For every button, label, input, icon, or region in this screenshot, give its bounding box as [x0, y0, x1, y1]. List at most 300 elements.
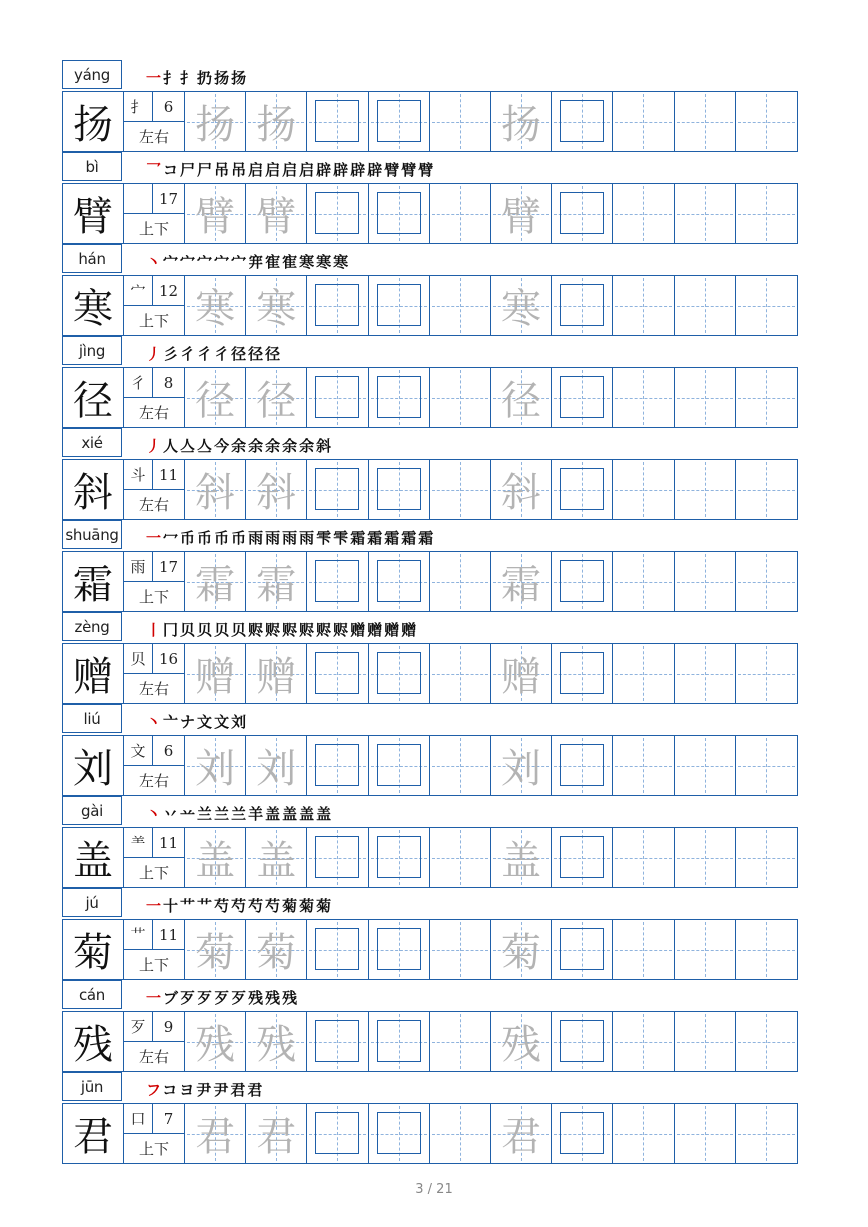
writing-cell[interactable] — [675, 736, 736, 795]
stroke-step: 丨 — [146, 621, 164, 639]
practice-box — [560, 744, 604, 786]
trace-character: 扬 — [256, 102, 297, 148]
stroke-step: 霜 — [350, 529, 368, 547]
radical: ⺷ — [124, 828, 153, 858]
trace-character: 盖 — [195, 838, 236, 884]
writing-cell[interactable] — [246, 1012, 307, 1071]
stroke-step: 菊 — [282, 897, 300, 915]
writing-cell[interactable] — [552, 828, 613, 887]
writing-cell[interactable] — [430, 184, 491, 243]
writing-cell[interactable] — [430, 1012, 491, 1071]
writing-cell[interactable] — [613, 276, 674, 335]
stroke-step: 臂 — [384, 161, 402, 179]
practice-box — [315, 100, 359, 142]
stroke-step: 艹 — [180, 897, 198, 915]
writing-cell[interactable] — [307, 736, 368, 795]
writing-cell[interactable] — [185, 644, 246, 703]
practice-box — [560, 376, 604, 418]
practice-box — [315, 284, 359, 326]
writing-cell[interactable] — [491, 184, 552, 243]
writing-cell[interactable] — [246, 1104, 307, 1163]
writing-cell[interactable] — [491, 92, 552, 151]
writing-cell[interactable] — [675, 920, 736, 979]
character-entry — [62, 1072, 798, 1164]
stroke-step: 乛 — [146, 161, 164, 179]
writing-cell[interactable] — [552, 920, 613, 979]
practice-grid-row — [62, 735, 798, 796]
writing-cell[interactable] — [491, 368, 552, 427]
stroke-step: 尹 — [213, 1081, 231, 1099]
writing-cell[interactable] — [369, 920, 430, 979]
writing-cell[interactable] — [369, 736, 430, 795]
writing-cell[interactable] — [491, 276, 552, 335]
stroke-count: 16 — [153, 644, 184, 674]
main-character: 刘 — [63, 736, 124, 795]
writing-cell[interactable] — [185, 828, 246, 887]
main-character: 盖 — [63, 828, 124, 887]
stroke-step: ナ — [180, 713, 198, 731]
stroke-step: 赆 — [333, 621, 351, 639]
writing-cell[interactable] — [246, 644, 307, 703]
stroke-step: 羊 — [248, 805, 266, 823]
writing-cell[interactable] — [430, 920, 491, 979]
stroke-step: 扌 — [163, 69, 181, 87]
stroke-step: 余 — [299, 437, 317, 455]
writing-cell[interactable] — [491, 552, 552, 611]
writing-cell[interactable] — [613, 736, 674, 795]
trace-character: 赠 — [195, 654, 236, 700]
writing-cell[interactable] — [552, 368, 613, 427]
writing-cell[interactable] — [307, 644, 368, 703]
writing-cell[interactable] — [552, 1012, 613, 1071]
stroke-step: 斜 — [316, 437, 334, 455]
writing-cell[interactable] — [369, 276, 430, 335]
writing-cell[interactable] — [369, 1012, 430, 1071]
writing-cell[interactable] — [430, 276, 491, 335]
writing-cell[interactable] — [675, 92, 736, 151]
writing-cell[interactable] — [675, 1012, 736, 1071]
character-info — [124, 460, 185, 519]
writing-cell[interactable] — [246, 920, 307, 979]
writing-cell[interactable] — [736, 368, 797, 427]
writing-cell[interactable] — [552, 92, 613, 151]
stroke-step: 彳 — [214, 345, 232, 363]
stroke-count: 17 — [153, 184, 184, 214]
stroke-step: 芍 — [248, 897, 266, 915]
writing-cell[interactable] — [736, 828, 797, 887]
character-info — [124, 552, 185, 611]
structure-label: 上下 — [138, 312, 169, 330]
writing-cell[interactable] — [246, 276, 307, 335]
structure-label: 左右 — [138, 1048, 169, 1066]
writing-cell[interactable] — [246, 184, 307, 243]
character-entry — [62, 796, 798, 888]
character-entry — [62, 888, 798, 980]
writing-cell[interactable] — [552, 276, 613, 335]
character-info — [124, 276, 185, 335]
writing-cell[interactable] — [613, 1104, 674, 1163]
stroke-order-sequence — [146, 251, 350, 273]
writing-cell[interactable] — [613, 644, 674, 703]
writing-cell[interactable] — [736, 460, 797, 519]
writing-cell[interactable] — [675, 460, 736, 519]
stroke-count: 7 — [153, 1104, 184, 1134]
stroke-step: 尹 — [196, 1081, 214, 1099]
writing-cell[interactable] — [430, 552, 491, 611]
stroke-step: 霜 — [418, 529, 436, 547]
structure-label: 上下 — [138, 864, 169, 882]
stroke-step: 冂 — [163, 621, 181, 639]
pinyin-row — [62, 1072, 798, 1102]
stroke-step: 文 — [197, 713, 215, 731]
stroke-step: 丷 — [163, 805, 181, 823]
stroke-step: 彳 — [197, 345, 215, 363]
writing-cell[interactable] — [369, 644, 430, 703]
structure-label: 左右 — [138, 496, 169, 514]
practice-grid-row — [62, 459, 798, 520]
writing-cell[interactable] — [430, 644, 491, 703]
practice-grid-row — [62, 275, 798, 336]
writing-cell[interactable] — [246, 552, 307, 611]
writing-cell[interactable] — [185, 1104, 246, 1163]
stroke-step: 启 — [265, 161, 283, 179]
stroke-step: コ — [163, 161, 181, 179]
writing-cell[interactable] — [736, 920, 797, 979]
practice-box — [377, 560, 421, 602]
writing-cell[interactable] — [491, 1012, 552, 1071]
pinyin-label: zèng — [62, 612, 122, 641]
character-entry — [62, 980, 798, 1072]
stroke-step: 贝 — [214, 621, 232, 639]
writing-cell[interactable] — [185, 552, 246, 611]
writing-cell[interactable] — [736, 184, 797, 243]
practice-box — [377, 376, 421, 418]
stroke-step: 艹 — [197, 897, 215, 915]
stroke-step: 贝 — [197, 621, 215, 639]
writing-cell[interactable] — [430, 460, 491, 519]
writing-cell[interactable] — [491, 644, 552, 703]
writing-cell[interactable] — [307, 368, 368, 427]
practice-box — [315, 468, 359, 510]
practice-grid-row — [62, 551, 798, 612]
writing-cell[interactable] — [491, 828, 552, 887]
writing-cell[interactable] — [552, 736, 613, 795]
stroke-step: 币 — [214, 529, 232, 547]
writing-cell[interactable] — [675, 184, 736, 243]
writing-cell[interactable] — [552, 1104, 613, 1163]
stroke-step: 贝 — [180, 621, 198, 639]
character-info — [124, 184, 185, 243]
trace-character: 残 — [195, 1022, 236, 1068]
stroke-step: 残 — [248, 989, 266, 1007]
trace-character: 臂 — [256, 194, 297, 240]
trace-character: 臂 — [195, 194, 236, 240]
radical: 艹 — [124, 920, 153, 950]
structure-label: 左右 — [138, 772, 169, 790]
stroke-step: 䒑 — [180, 805, 198, 823]
writing-cell[interactable] — [613, 92, 674, 151]
structure-label: 上下 — [138, 1140, 169, 1158]
writing-cell[interactable] — [613, 828, 674, 887]
stroke-step: 赆 — [248, 621, 266, 639]
practice-box — [315, 376, 359, 418]
writing-cell[interactable] — [307, 1104, 368, 1163]
character-entry — [62, 244, 798, 336]
stroke-step: 一 — [146, 69, 164, 87]
writing-cell[interactable] — [675, 276, 736, 335]
stroke-order-sequence — [146, 895, 333, 917]
writing-cell[interactable] — [369, 184, 430, 243]
writing-cell[interactable] — [491, 736, 552, 795]
stroke-step: 盖 — [299, 805, 317, 823]
writing-cell[interactable] — [430, 368, 491, 427]
writing-cell[interactable] — [736, 1012, 797, 1071]
writing-cell[interactable] — [613, 184, 674, 243]
writing-cell[interactable] — [736, 1104, 797, 1163]
character-entry — [62, 612, 798, 704]
pinyin-row — [62, 60, 798, 90]
writing-cell[interactable] — [307, 92, 368, 151]
stroke-step: 雨 — [265, 529, 283, 547]
writing-cell[interactable] — [736, 552, 797, 611]
radical: 雨 — [124, 552, 153, 582]
trace-character: 赠 — [501, 654, 542, 700]
structure-label: 上下 — [138, 956, 169, 974]
stroke-order-sequence — [146, 619, 418, 641]
writing-cell[interactable] — [307, 184, 368, 243]
practice-grid-row — [62, 1011, 798, 1072]
stroke-order-sequence — [146, 711, 248, 733]
character-info — [124, 368, 185, 427]
practice-grid-row — [62, 367, 798, 428]
trace-character: 菊 — [256, 930, 297, 976]
practice-box — [560, 100, 604, 142]
stroke-step: 币 — [231, 529, 249, 547]
writing-cell[interactable] — [369, 552, 430, 611]
writing-cell[interactable] — [552, 552, 613, 611]
practice-box — [315, 1112, 359, 1154]
main-character: 斜 — [63, 460, 124, 519]
stroke-count: 11 — [153, 460, 184, 490]
writing-cell[interactable] — [736, 92, 797, 151]
structure-label: 左右 — [138, 680, 169, 698]
practice-grid-row — [62, 183, 798, 244]
writing-cell[interactable] — [491, 1104, 552, 1163]
character-info — [124, 828, 185, 887]
trace-character: 刘 — [501, 746, 542, 792]
stroke-step: 菊 — [299, 897, 317, 915]
practice-box — [560, 836, 604, 878]
stroke-step: 尸 — [180, 161, 198, 179]
stroke-step: 余 — [282, 437, 300, 455]
writing-cell[interactable] — [369, 92, 430, 151]
writing-cell[interactable] — [491, 920, 552, 979]
practice-grid-row — [62, 919, 798, 980]
writing-cell[interactable] — [430, 736, 491, 795]
stroke-step: 辟 — [367, 161, 385, 179]
trace-character: 扬 — [195, 102, 236, 148]
stroke-step: 辟 — [350, 161, 368, 179]
writing-cell[interactable] — [307, 1012, 368, 1071]
practice-box — [560, 468, 604, 510]
stroke-step: 宀 — [180, 253, 198, 271]
practice-grid-row — [62, 643, 798, 704]
writing-cell[interactable] — [613, 1012, 674, 1071]
stroke-step: 亼 — [180, 437, 198, 455]
writing-cell[interactable] — [185, 920, 246, 979]
stroke-step: 赠 — [350, 621, 368, 639]
stroke-count: 6 — [153, 736, 184, 766]
stroke-step: 雨 — [282, 529, 300, 547]
main-character: 君 — [63, 1104, 124, 1163]
main-character: 扬 — [63, 92, 124, 151]
writing-cell[interactable] — [185, 1012, 246, 1071]
stroke-step: 亠 — [163, 713, 181, 731]
character-entry — [62, 704, 798, 796]
radical: 彳 — [124, 368, 153, 398]
practice-box — [560, 1020, 604, 1062]
stroke-step: 彳 — [180, 345, 198, 363]
stroke-step: ヨ — [179, 1081, 197, 1099]
writing-cell[interactable] — [246, 460, 307, 519]
main-character: 菊 — [63, 920, 124, 979]
stroke-step: 兰 — [197, 805, 215, 823]
writing-cell[interactable] — [736, 644, 797, 703]
stroke-order-sequence — [146, 343, 282, 365]
practice-box — [377, 744, 421, 786]
writing-cell[interactable] — [736, 276, 797, 335]
writing-cell[interactable] — [307, 552, 368, 611]
writing-cell[interactable] — [246, 92, 307, 151]
stroke-step: 辟 — [333, 161, 351, 179]
radical: 斗 — [124, 460, 153, 490]
practice-box — [315, 192, 359, 234]
stroke-step: 丶 — [146, 253, 164, 271]
stroke-step: 赆 — [282, 621, 300, 639]
writing-cell[interactable] — [430, 1104, 491, 1163]
writing-cell[interactable] — [675, 828, 736, 887]
writing-cell[interactable] — [185, 368, 246, 427]
writing-cell[interactable] — [185, 276, 246, 335]
writing-cell[interactable] — [369, 460, 430, 519]
stroke-step: 霜 — [384, 529, 402, 547]
stroke-step: 赆 — [265, 621, 283, 639]
writing-cell[interactable] — [246, 736, 307, 795]
writing-cell[interactable] — [491, 460, 552, 519]
trace-character: 扬 — [501, 102, 542, 148]
stroke-step: 一 — [146, 529, 164, 547]
writing-cell[interactable] — [675, 644, 736, 703]
pinyin-row — [62, 244, 798, 274]
writing-cell[interactable] — [369, 828, 430, 887]
writing-cell[interactable] — [613, 368, 674, 427]
writing-cell[interactable] — [552, 644, 613, 703]
trace-character: 菊 — [195, 930, 236, 976]
writing-cell[interactable] — [552, 460, 613, 519]
writing-cell[interactable] — [675, 1104, 736, 1163]
writing-cell[interactable] — [246, 828, 307, 887]
worksheet — [62, 60, 798, 1164]
practice-box — [377, 652, 421, 694]
stroke-step: 宀 — [214, 253, 232, 271]
writing-cell[interactable] — [185, 460, 246, 519]
stroke-step: 一 — [146, 989, 164, 1007]
stroke-step: 人 — [163, 437, 181, 455]
radical: 口 — [124, 1104, 153, 1134]
trace-character: 残 — [501, 1022, 542, 1068]
pinyin-row — [62, 796, 798, 826]
structure-label: 上下 — [138, 588, 169, 606]
writing-cell[interactable] — [430, 828, 491, 887]
stroke-step: 芍 — [231, 897, 249, 915]
pinyin-label: xié — [62, 428, 122, 457]
writing-cell[interactable] — [736, 736, 797, 795]
radical — [124, 184, 153, 214]
stroke-step: 臂 — [401, 161, 419, 179]
pinyin-row — [62, 152, 798, 182]
stroke-step: 盖 — [316, 805, 334, 823]
character-info — [124, 920, 185, 979]
stroke-step: 径 — [265, 345, 283, 363]
writing-cell[interactable] — [552, 184, 613, 243]
writing-cell[interactable] — [369, 1104, 430, 1163]
stroke-step: 亼 — [197, 437, 215, 455]
pinyin-row — [62, 612, 798, 642]
writing-cell[interactable] — [307, 460, 368, 519]
writing-cell[interactable] — [613, 460, 674, 519]
writing-cell[interactable] — [246, 368, 307, 427]
writing-cell[interactable] — [613, 552, 674, 611]
character-entry — [62, 520, 798, 612]
stroke-step: 启 — [299, 161, 317, 179]
structure-label: 左右 — [138, 128, 169, 146]
writing-cell[interactable] — [307, 276, 368, 335]
practice-box — [560, 928, 604, 970]
writing-cell[interactable] — [307, 828, 368, 887]
stroke-step: 盖 — [282, 805, 300, 823]
trace-character: 寒 — [195, 286, 236, 332]
stroke-step: 启 — [282, 161, 300, 179]
writing-cell[interactable] — [185, 184, 246, 243]
stroke-step: 宀 — [163, 253, 181, 271]
structure-label: 上下 — [138, 220, 169, 238]
trace-character: 斜 — [501, 470, 542, 516]
stroke-step: 径 — [248, 345, 266, 363]
practice-box — [377, 192, 421, 234]
stroke-order-sequence — [146, 1079, 264, 1101]
writing-cell[interactable] — [307, 920, 368, 979]
trace-character: 寒 — [501, 286, 542, 332]
stroke-step: コ — [162, 1081, 180, 1099]
pinyin-label: bì — [62, 152, 122, 181]
stroke-step: 十 — [163, 897, 181, 915]
stroke-count: 12 — [153, 276, 184, 306]
writing-cell[interactable] — [675, 552, 736, 611]
writing-cell[interactable] — [613, 920, 674, 979]
stroke-step: 吊 — [231, 161, 249, 179]
writing-cell[interactable] — [185, 736, 246, 795]
stroke-step: ブ — [163, 989, 181, 1007]
writing-cell[interactable] — [369, 368, 430, 427]
stroke-step: 宀 — [231, 253, 249, 271]
stroke-count: 8 — [153, 368, 184, 398]
radical: 贝 — [124, 644, 153, 674]
main-character: 赠 — [63, 644, 124, 703]
writing-cell[interactable] — [430, 92, 491, 151]
writing-cell[interactable] — [185, 92, 246, 151]
writing-cell[interactable] — [675, 368, 736, 427]
stroke-step: 辟 — [316, 161, 334, 179]
